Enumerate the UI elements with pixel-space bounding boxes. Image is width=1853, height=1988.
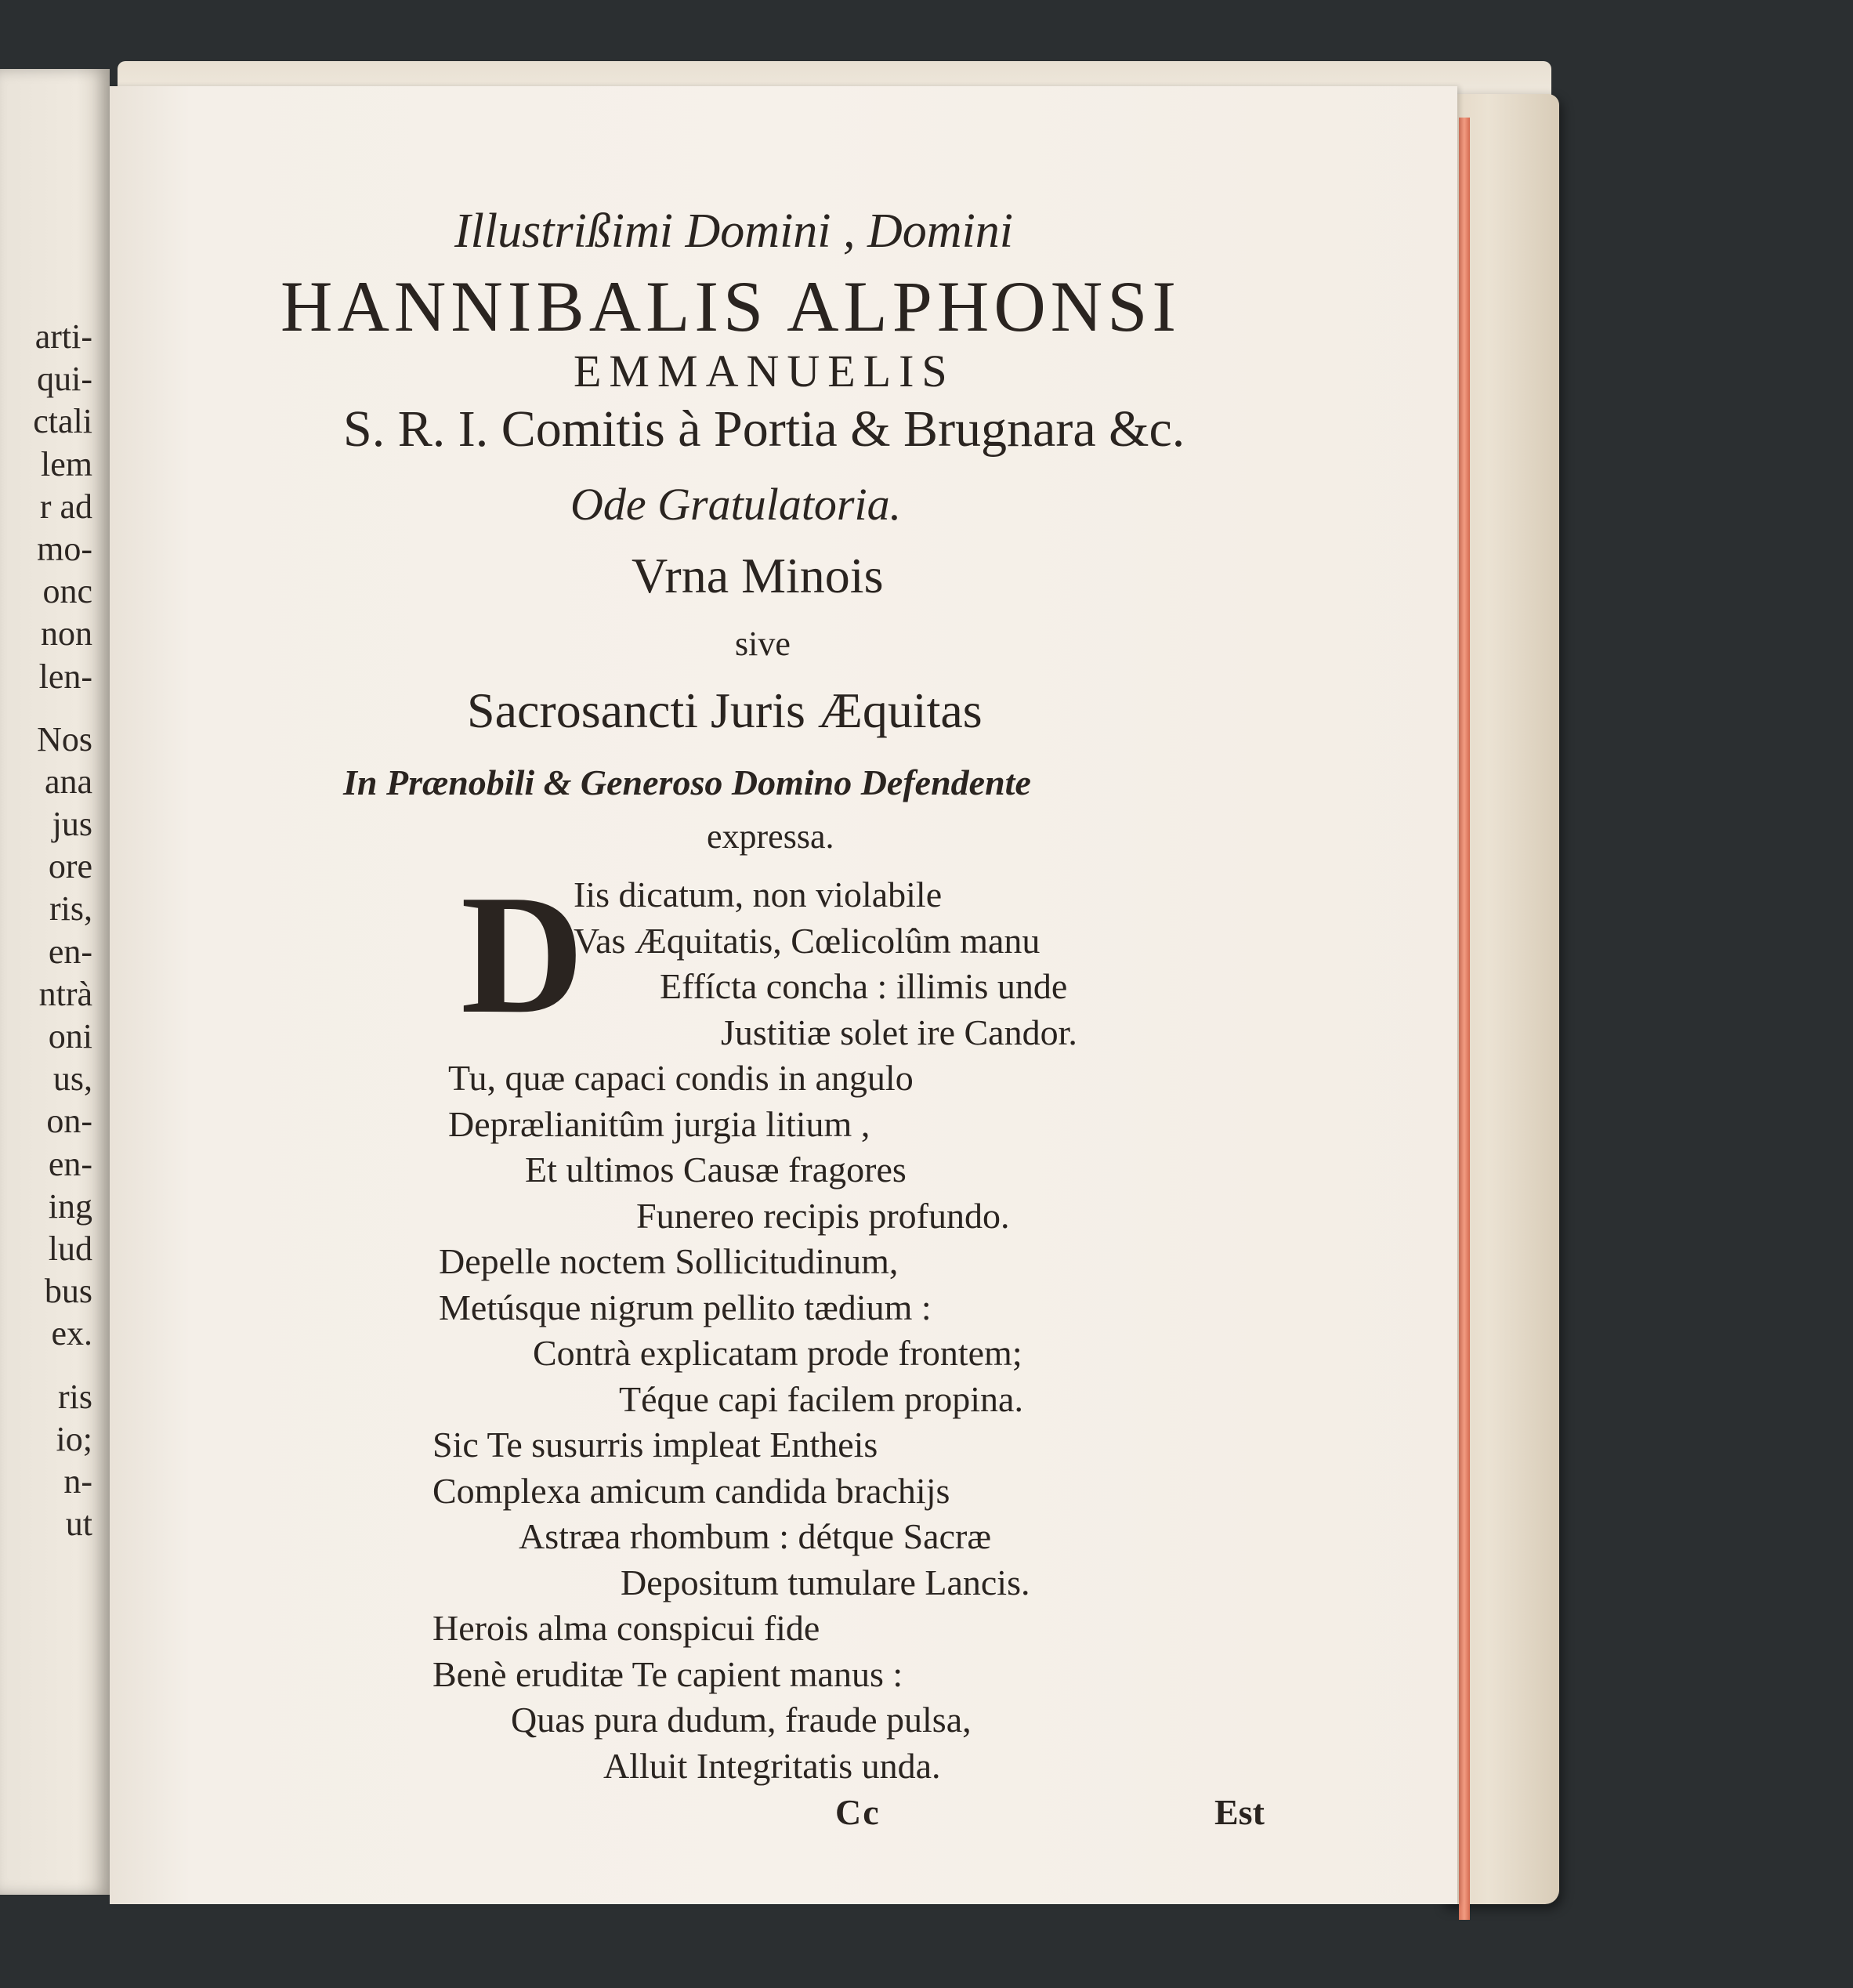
poem-line: Herois alma conspicui fide [432, 1608, 820, 1648]
title-line-10: expressa. [707, 817, 834, 856]
left-page-line: r ad [39, 487, 92, 526]
left-page-line: ntrà [38, 974, 92, 1013]
poem-line: Et ultimos Causæ fragores [525, 1150, 907, 1190]
left-page-line: bus [44, 1272, 92, 1311]
left-page-line: arti- [34, 317, 92, 356]
title-line-9: In Prænobili & Generoso Domino Defendente [343, 762, 1031, 802]
left-page-line: ex. [51, 1314, 92, 1353]
left-page-line: ctali [33, 402, 92, 441]
left-page [0, 69, 110, 1895]
poem-line: Metúsque nigrum pellito tædium : [439, 1287, 932, 1327]
left-page-line: us, [52, 1059, 92, 1099]
left-page-line: Nos [37, 719, 92, 759]
title-line-7: sive [735, 625, 791, 663]
title-name: HANNIBALIS ALPHONSI [280, 266, 1182, 346]
title-line-6: Vrna Minois [632, 548, 884, 603]
left-page-line: ris [58, 1377, 92, 1416]
left-page-line: io; [56, 1419, 92, 1458]
left-page-line: onc [42, 572, 92, 611]
poem-line: Astræa rhombum : détque Sacræ [519, 1516, 992, 1556]
title-line-4: S. R. I. Comitis à Portia & Brugnara &c. [343, 400, 1185, 458]
title-line-1: Illustrißimi Domini , Domini [454, 205, 1014, 258]
left-page-line: n- [63, 1461, 92, 1501]
poem-line: Funereo recipis profundo. [636, 1195, 1010, 1236]
left-page-line: len- [38, 657, 92, 696]
left-page-line [0, 1356, 92, 1376]
left-page-line: ing [48, 1186, 92, 1226]
poem-line: Tu, quæ capaci condis in angulo [448, 1058, 914, 1098]
poem-line: Quas pura dudum, fraude pulsa, [511, 1700, 972, 1740]
title-line-3: EMMANUELIS [574, 346, 955, 397]
poem-line: Depositum tumulare Lancis. [621, 1562, 1030, 1602]
poem-line: Benè eruditæ Te capient manus : [432, 1653, 903, 1694]
poem-line: Téque capi facilem propina. [619, 1378, 1023, 1419]
left-page-line: lud [48, 1229, 92, 1268]
signature-mark: Cc [835, 1792, 881, 1832]
poem-line: Sic Te susurris impleat Entheis [432, 1425, 878, 1465]
left-page-line: mo- [37, 529, 92, 568]
drop-cap: D [461, 860, 584, 1049]
poem-line: Iis dicatum, non violabile [574, 875, 943, 914]
left-page-line: oni [48, 1017, 92, 1056]
left-page-line: non [41, 614, 92, 654]
poem-line: Contrà explicatam prode frontem; [533, 1333, 1022, 1373]
poem-line: Effícta concha : illimis unde [660, 966, 1068, 1006]
title-line-8: Sacrosancti Juris Æquitas [467, 683, 983, 738]
poem-line: Depelle noctem Sollicitudinum, [439, 1241, 899, 1281]
left-page-line [0, 698, 92, 719]
left-page-line: ris, [49, 889, 92, 929]
left-page-line: en- [48, 1144, 92, 1183]
catchword: Est [1214, 1792, 1265, 1832]
left-page-line: ut [65, 1505, 92, 1544]
poem-line: Justitiæ solet ire Candor. [721, 1012, 1077, 1052]
left-page-line: on- [46, 1102, 92, 1141]
left-page-line: ore [48, 847, 92, 886]
right-page [110, 86, 1457, 1904]
left-page-line: qui- [37, 360, 92, 399]
ode-title: Ode Gratulatoria. [570, 479, 902, 530]
left-page-text [0, 316, 92, 1545]
poem-line: Alluit Integritatis unda. [603, 1745, 941, 1786]
poem-line: Deprælianitûm jurgia litium , [448, 1103, 870, 1144]
red-page-edge [1459, 118, 1470, 1920]
poem-line: Complexa amicum candida brachijs [432, 1470, 950, 1511]
left-page-line: jus [52, 805, 92, 844]
left-page-line: lem [41, 444, 92, 483]
left-page-line: en- [48, 932, 92, 971]
poem-line: Vas Æquitatis, Cœlicolûm manu [574, 920, 1041, 961]
left-page-line: ana [44, 762, 92, 801]
